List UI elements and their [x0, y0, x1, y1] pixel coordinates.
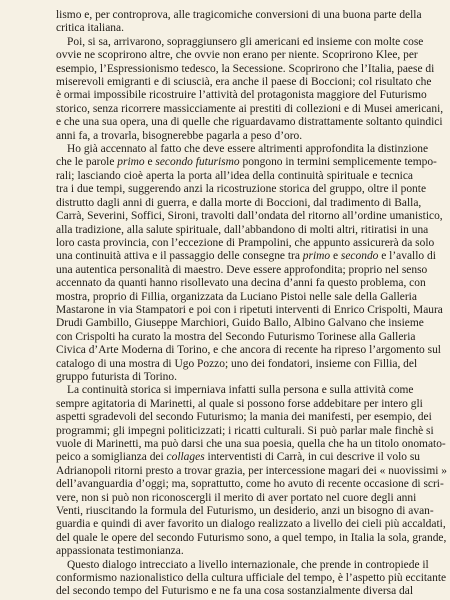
text-line — [56, 424, 434, 438]
text-line — [56, 35, 424, 49]
text-run: lismo e, per controprova, alle tragicomiche conversioni di una buona parte della — [56, 9, 422, 21]
paragraph — [56, 35, 444, 143]
paragraph — [56, 558, 447, 599]
text-line — [56, 397, 423, 411]
text-run: tra i due tempi, suggerendo anzi la ricostruzione storica del gruppo, oltre il ponte — [56, 183, 427, 196]
text-line — [56, 22, 413, 35]
text-run: una continuità attiva e il passaggio delle consegne tra — [56, 250, 303, 263]
text-run: dell’avanguardia d’oggi; ma, soprattutto, come ho avuto di recente occasione di scri- — [56, 478, 444, 491]
text-line — [56, 116, 443, 129]
paragraph — [56, 143, 443, 384]
text-line — [56, 478, 444, 491]
text-run: guardia e quindi di aver favorito un dialogo realizzato a livello dei cieli più accaldati, — [56, 518, 446, 531]
text-line — [56, 102, 444, 116]
text-run: pongono in termini semplicemente tempo- — [239, 156, 437, 169]
text-run: del secondo tempo del Futurismo e ne fa una cosa sostanzialmente diversa dal — [56, 585, 413, 598]
italic-term: primo — [117, 156, 145, 169]
text-run: e — [330, 250, 341, 263]
text-line — [56, 89, 427, 102]
text-run: aspetti sgradevoli del secondo Futurismo; la mania dei manifesti, per esempio, dei — [56, 411, 432, 424]
text-run: vere, non si può non riconoscergli il merito di aver portato nel cuore degli anni — [56, 491, 417, 504]
text-line — [56, 585, 413, 598]
text-line — [56, 49, 418, 62]
text-run: e — [144, 156, 156, 169]
text-run: vuole di Marinetti, ma può darsi che una sua poesia, quella che ha un titolo onomato- — [56, 438, 446, 450]
text-line — [56, 518, 446, 531]
text-line — [56, 170, 413, 183]
text-line — [56, 438, 446, 451]
text-run: del quale le opere del secondo Futurismo sono, a quel tempo, in Italia la sola, grande, — [56, 531, 447, 544]
text-line — [56, 263, 428, 277]
text-run: Poi, si sa, arrivarono, sopraggiunsero gli americani ed insieme con molte cose — [67, 35, 424, 48]
text-line — [56, 183, 427, 196]
text-line — [56, 531, 447, 545]
text-run: peico a somiglianza dei — [56, 451, 167, 464]
text-line — [56, 76, 432, 89]
text-line — [56, 545, 413, 558]
text-run: critica italiana. — [56, 22, 124, 35]
text-line — [56, 223, 429, 237]
text-run: ovvie ne scoprirono altre, che ovvie non erano per niente. Scoprirono Klee, per — [56, 49, 418, 62]
text-line — [56, 572, 447, 585]
text-run: che le parole — [56, 156, 118, 169]
text-run: programmi; gli impegni politicizzati; i ricatti culturali. Si può parlar male finchè si — [56, 424, 434, 437]
italic-term: secondo — [340, 250, 379, 263]
paragraph — [56, 9, 422, 36]
text-line — [56, 558, 429, 572]
text-run: interventisti di Carrà, in cui descrive il volo su — [204, 451, 421, 464]
text-line — [56, 317, 424, 330]
text-line — [56, 344, 441, 357]
text-run: Adrianopoli ritorni presto a trovar grazia, per intercessione magari dei « nuovissimi » — [56, 464, 447, 477]
text-run: è ormai impossibile ricostruire l’attività del protagonista maggiore del Futurismo — [56, 89, 427, 102]
text-line — [56, 371, 413, 384]
text-line — [56, 451, 421, 464]
text-line — [56, 505, 434, 518]
text-run: Civica d’Arte Moderna di Torino, e che ancora di recente ha ripreso l’argomento sul — [56, 344, 441, 357]
text-line — [56, 143, 429, 156]
text-run: sempre agitatoria di Marinetti, al quale si possono forse addebitare per intero gli — [56, 397, 423, 410]
text-run: con Crispolti ha curato la mostra del Secondo Futurismo Torinese alla Galleria — [56, 330, 416, 343]
text-line — [56, 277, 426, 290]
text-run: e che una sua opera, una di quelle che riguardavamo distrattamente soltanto quindici — [56, 116, 443, 129]
text-line — [56, 464, 447, 478]
text-line — [56, 62, 435, 76]
text-line — [56, 210, 443, 223]
text-line — [56, 156, 437, 169]
text-line — [56, 384, 413, 397]
text-line — [56, 196, 422, 210]
text-run: Mastarone in via Stampatori e poi con i ripetuti interventi di Enrico Crispolti, Maura — [56, 303, 443, 316]
text-run: loro casta provincia, con l’eccezione di Prampolini, che appunto assicurerà da solo — [56, 236, 435, 249]
text-run: appassionata testimonianza. — [56, 545, 184, 558]
text-line — [56, 357, 418, 371]
text-run: una autentica personalità di maestro. Deve essere approfondita; proprio nel senso — [56, 263, 428, 276]
text-run: Questo dialogo intrecciato a livello internazionale, che prende in contropiede il — [67, 558, 429, 571]
text-line — [56, 9, 422, 22]
text-run: Carrà, Severini, Soffici, Sironi, travolti dall’ondata del ritorno all’ordine umanistico, — [56, 210, 443, 223]
text-run: anni fa, a trovarla, bisognerebbe pagarla a peso d’oro. — [56, 129, 303, 142]
text-run: La continuità storica si imperniava infatti sulla persona e sulla attività come — [67, 384, 414, 397]
text-run: catalogo di una mostra di Ugo Pozzo; uno dei fondatori, insieme con Fillia, del — [56, 357, 418, 370]
text-run: esempio, l’Espressionismo tedesco, la Secessione. Scoprirono che l’Italia, paese di — [56, 62, 435, 75]
italic-term: secondo futurismo — [155, 156, 240, 169]
text-run: storico, senza ricorrere massicciamente ai prestiti di collezioni e di Musei americani, — [56, 102, 444, 115]
text-line — [56, 250, 436, 263]
italic-term: collages — [166, 451, 205, 464]
text-run: Drudi Gambillo, Giuseppe Marchiori, Guido Ballo, Albino Galvano che insieme — [56, 317, 424, 330]
body-text — [56, 9, 447, 599]
text-line — [56, 411, 432, 424]
text-run: Ho già accennato al fatto che deve essere altrimenti approfondita la distinzione — [67, 143, 429, 156]
text-run: conformismo nazionalistico della cultura ufficiale del tempo, è l’aspetto più eccitante — [56, 572, 447, 585]
text-run: alla tradizione, alla salute spirituale, dall’abbandono di molti altri, ritiratisi in una — [56, 223, 429, 236]
text-line — [56, 330, 416, 344]
text-run: miserevoli emigranti e di sciuscià, era anche il paese di Boccioni; col risultato che — [56, 76, 432, 89]
text-run: rali; lasciando cioè aperta la porta all’idea della continuità spirituale e tecnica — [56, 169, 413, 182]
text-run: mostra, proprio di Fillia, organizzata da Luciano Pistoi nelle sale della Galleria — [56, 290, 417, 303]
text-line — [56, 130, 413, 143]
text-run: e l’avallo di — [378, 250, 436, 263]
text-line — [56, 290, 417, 304]
text-run: distrutto dagli anni di guerra, e dalla morte di Boccioni, dal tradimento di Balla, — [56, 196, 422, 209]
text-run: Venti, riuscitando la formula del Futurismo, un desiderio, anzi un bisogno di avan- — [56, 505, 434, 518]
text-run: accennato da quanti hanno risollevato una decina d’anni fa questo problema, con — [56, 277, 426, 290]
italic-term: primo — [302, 250, 331, 263]
paragraph — [56, 384, 447, 558]
text-run: gruppo futurista di Torino. — [56, 370, 177, 383]
text-line — [56, 303, 443, 317]
text-line — [56, 236, 435, 250]
text-line — [56, 491, 417, 505]
